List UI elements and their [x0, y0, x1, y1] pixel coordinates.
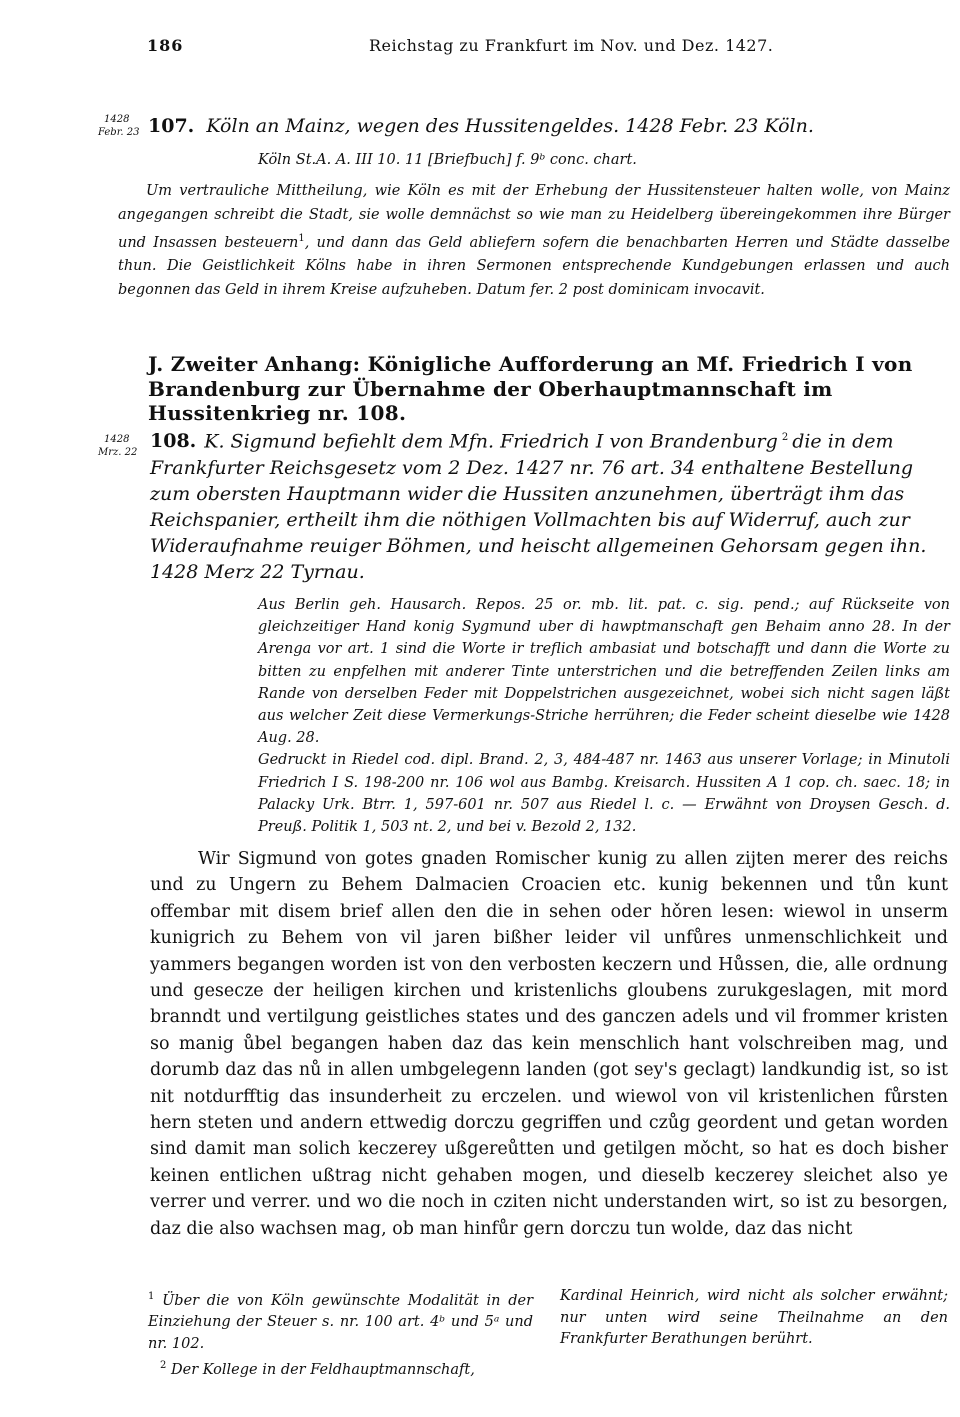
margin-date-day: Febr. 23 — [98, 127, 140, 138]
regest-text-cont: die in dem Frankfurter Reichsgesetz vom 2 Dez. 1427 nr. 76 art. 34 enthaltene Bestellung zum obersten Hauptmann wider die Hussiten anzunehmen, überträgt ihm das Reichspanier, ertheilt ihm die nöthigen Vollmachten bis auf Widerruf, auch zur Wideraufnahme reuiger Böhmen, und heischt allgemeinen Gehorsam gegen ihn. 1428 Merz 22 Tyrnau. — [150, 430, 927, 584]
margin-date-year: 1428 — [104, 434, 130, 445]
footnote-ref: 1 — [298, 233, 305, 244]
margin-date-107 — [98, 113, 140, 139]
footnote-mark: 1 — [148, 1291, 155, 1302]
doc-number: 108. — [150, 430, 197, 453]
page-number: 186 — [147, 36, 184, 55]
doc-108-regest — [150, 425, 950, 586]
main-text-paragraph: Wir Sigmund von gotes gnaden Romischer kunig zu allen zijten merer des reichs und zu Ungern zu Behem Dalmacien Croacien etc. kunig bekennen und tůn kunt offembar mit disem brief allen den die in sehen oder hǒren lesen: wiewol in unserm kunigrich zu Behem von vil jaren bißher leider vil unfůres unmenschlichkeit und yammers begangen worden ist von den verbosten keczern und Hůssen, die, alle ordnung und gesecze der heiligen kirchen und kristenlichs gloubens zurukgeslagen, mit mord branndt und vertilgung geistliches states und des ganczen adels und vil frommer kristen so manig ůbel begangen haben daz das kein menschlich hant volschreiben mag, und dorumb daz das nů in allen umbgelegenn landen (got sey's geclagt) landkundig ist, so ist nit notdurfftig das insunderheit zu erczelen. und wiewol von vil kristenlichen fůrsten hern steten und andern ettwedig dorczu gegriffen und czůg geordent und getan worden sind damit man solich keczerey ußgereůtten und getilgen mǒcht, so hat es doch bisher keinen entlichen ußtrag nicht gehaben mogen, und dieselb keczerey sleichet also ye verrer und verrer. und wo die noch in cziten nicht understanden wirt, so ist zu besorgen, daz die also wachsen mag, ob man hinfůr gern dorczu tun wolde, daz das nicht — [150, 849, 948, 1239]
doc-107-summary — [118, 180, 950, 302]
footnote-mark: 2 — [160, 1360, 167, 1372]
doc-number: 107. — [148, 115, 195, 137]
main-text — [150, 846, 948, 1242]
margin-date-year: 1428 — [104, 114, 130, 125]
note-printed: Gedruckt in Riedel cod. dipl. Brand. 2, 3, 484-487 nr. 1463 aus unserer Vorlage; in Minutoli Friedrich I S. 198-200 nr. 106 wol aus Bambg. Kreisarch. Hussiten A 1 cop. ch. saec. 18; in Palacky Urk. Btrr. 1, 597-601 nr. 507 aus Riedel l. c. — Erwähnt von Droysen Gesch. d. Preuß. Politik 1, 503 nt. 2, und bei v. Bezold 2, 132. — [258, 752, 950, 836]
running-title: Reichstag zu Frankfurt im Nov. und Dez. 1427. — [369, 36, 774, 55]
footnote-ref: 2 — [781, 432, 789, 443]
section-heading-j: J. Zweiter Anhang: Königliche Aufforderung an Mf. Friedrich I von Brandenburg zur Übernahme der Oberhauptmannschaft im Hussitenkrieg nr. 108. — [148, 352, 913, 425]
footnote-text: Der Kollege in der Feldhauptmannschaft, — [170, 1362, 475, 1379]
doc-108-notes — [258, 594, 950, 838]
doc-title: Köln an Mainz, wegen des Hussitengeldes. 1428 Febr. 23 Köln. — [206, 115, 814, 137]
note-source: Aus Berlin geh. Hausarch. Repos. 25 or. mb. lit. pat. c. sig. pend.; auf Rückseite von gleichzeitiger Hand konig Sygmund uber di hawptmanschaft gen Behaim anno 28. In der Arenga vor art. 1 sind die Worte ir treflich ambasiat und botschafft und dann die Worte zu bitten zu enpfelhen mit anderer Tinte unterstrichen und die betreffenden Zeilen links am Rande von derselben Feder mit Doppelstrichen ausgezeichnet, wobei sich nicht sagen läßt aus welcher Zeit diese Vermerkungs-Striche herrühren; die Feder scheint dieselbe wie 1428 Aug. 28. — [258, 597, 950, 747]
summary-text-cont: , und dann das Geld abliefern sofern die benachbarten Herren und Städte dasselbe thun. Die Geistlichkeit Kölns habe in ihren Sermonen entsprechende Kundgebungen erlassen und auch begonnen das Geld in ihrem Kreise aufzuheben. Datum fer. 2 post dominicam invocavit. — [118, 234, 950, 298]
doc-107-heading — [148, 115, 814, 137]
doc-107-source: Köln St.A. A. III 10. 11 [Briefbuch] f. 9ᵇ conc. chart. — [258, 152, 637, 168]
regest-text: K. Sigmund befiehlt dem Mfn. Friedrich I von Brandenburg — [204, 430, 778, 453]
footnote-text-cont: Kardinal Heinrich, wird nicht als solcher erwähnt; nur unten wird seine Theilnahme an den Frankfurter Berathungen berührt. — [560, 1288, 948, 1347]
summary-text: Um vertrauliche Mittheilung, wie Köln es mit der Erhebung der Hussitensteuer halten wolle, von Mainz angegangen schreibt die Stadt, sie wolle demnächst so wie man zu Heidelberg übereingekommen ihre Bürger und Insassen besteuern — [118, 183, 950, 251]
footnote-text: Über die von Köln gewünschte Modalität in der Einziehung der Steuer s. nr. 100 art. 4ᵇ und 5ᵃ und nr. 102. — [148, 1292, 534, 1352]
footnotes-left — [148, 1286, 533, 1382]
footnotes-right — [560, 1286, 948, 1351]
margin-date-day: Mrz. 22 — [98, 447, 138, 458]
margin-date-108 — [98, 433, 138, 459]
